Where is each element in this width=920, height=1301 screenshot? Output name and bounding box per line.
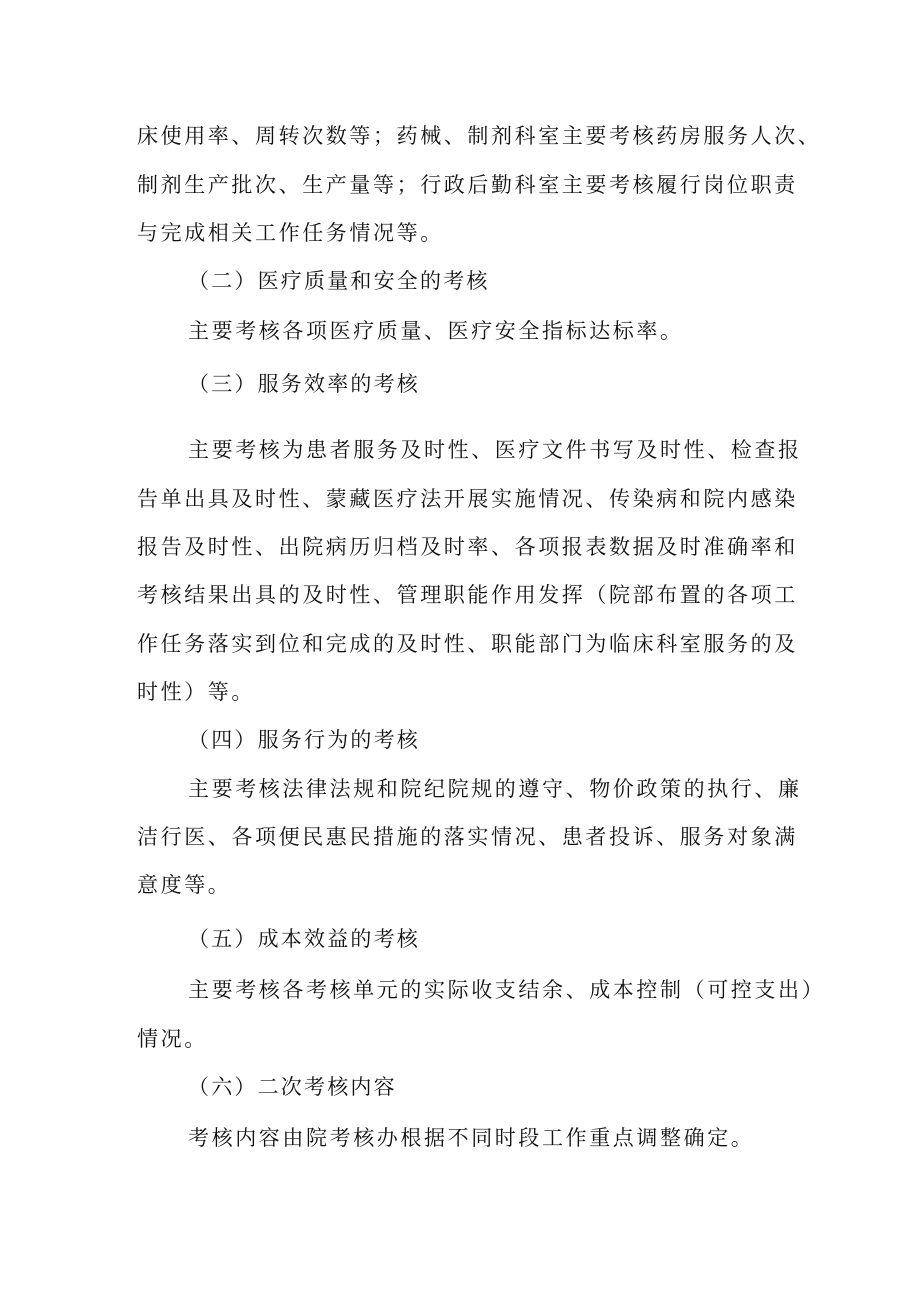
section-3-line-5: 作任务落实到位和完成的及时性、职能部门为临床科室服务的及 — [137, 632, 798, 656]
section-6-line-1: 考核内容由院考核办根据不同时段工作重点调整确定。 — [188, 1126, 755, 1150]
paragraph-1-line-3: 与完成相关工作任务情况等。 — [137, 221, 444, 245]
section-5-heading: （五）成本效益的考核 — [188, 927, 420, 951]
section-5-line-1: 主要考核各考核单元的实际收支结余、成本控制（可控支出） — [188, 978, 826, 1002]
paragraph-1-line-2: 制剂生产批次、生产量等；行政后勤科室主要考核履行岗位职责 — [137, 173, 798, 197]
section-4-line-2: 洁行医、各项便民惠民措施的落实情况、患者投诉、服务对象满 — [137, 825, 798, 849]
section-4-heading: （四）服务行为的考核 — [188, 728, 420, 752]
section-2-line-1: 主要考核各项医疗质量、医疗安全指标达标率。 — [188, 319, 684, 343]
section-5-line-2: 情况。 — [137, 1027, 208, 1051]
paragraph-1-line-1: 床使用率、周转次数等；药械、制剂科室主要考核药房服务人次、 — [137, 124, 822, 148]
section-4-line-1: 主要考核法律法规和院纪院规的遵守、物价政策的执行、廉 — [188, 777, 802, 801]
section-2-heading: （二）医疗质量和安全的考核 — [188, 269, 490, 293]
section-3-heading: （三）服务效率的考核 — [188, 372, 420, 396]
section-3-line-3: 报告及时性、出院病历归档及时率、各项报表数据及时准确率和 — [137, 535, 798, 559]
section-3-line-1: 主要考核为患者服务及时性、医疗文件书写及时性、检查报 — [188, 438, 802, 462]
section-4-line-3: 意度等。 — [137, 873, 232, 897]
section-3-line-4: 考核结果出具的及时性、管理职能作用发挥（院部布置的各项工 — [137, 583, 798, 607]
section-6-heading: （六）二次考核内容 — [188, 1075, 397, 1099]
section-3-line-2: 告单出具及时性、蒙藏医疗法开展实施情况、传染病和院内感染 — [137, 487, 798, 511]
section-3-line-6: 时性）等。 — [137, 680, 255, 704]
